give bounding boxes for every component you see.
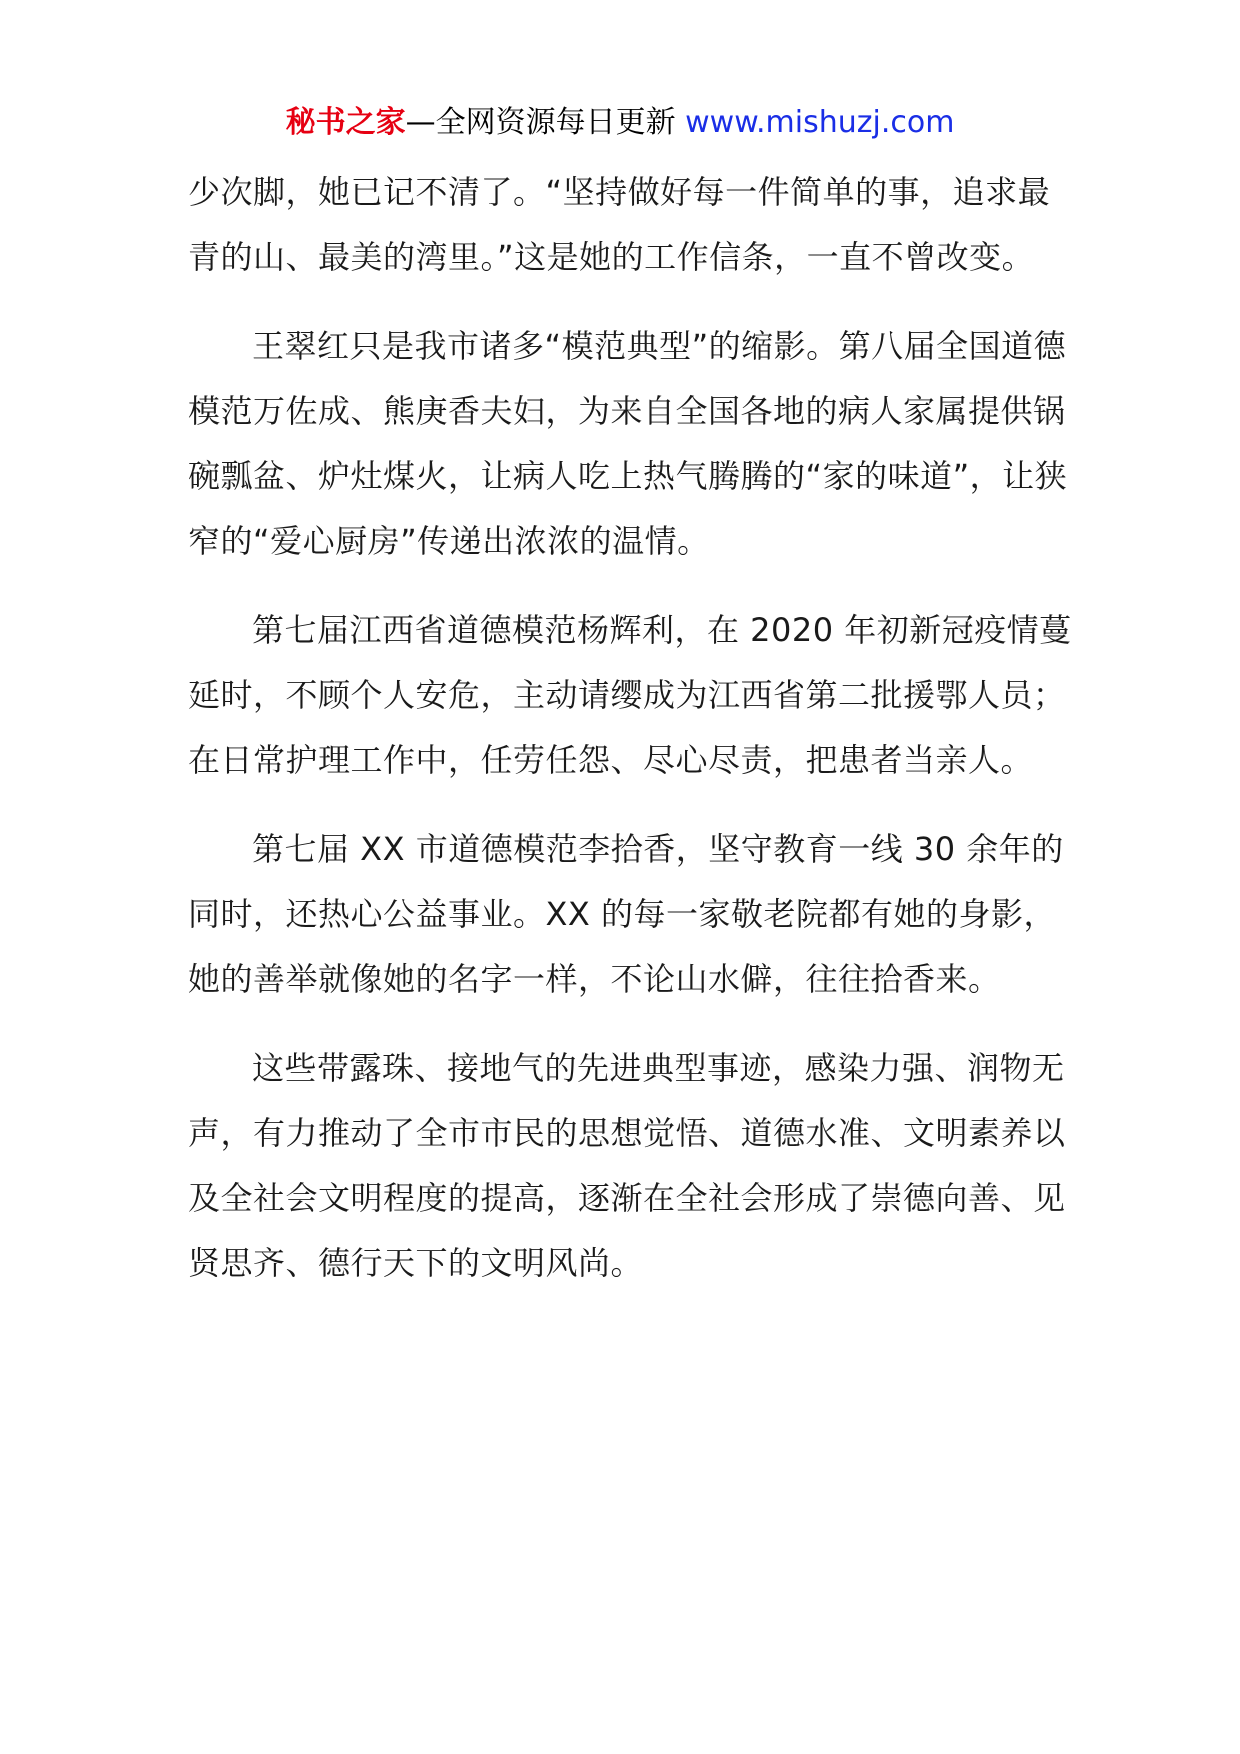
document-body bbox=[188, 160, 1078, 1320]
paragraph: 王翠红只是我市诸多“模范典型”的缩影。第八届全国道德模范万佐成、熊庚香夫妇，为来自全国各地的病人家属提供锅碗瓢盆、炉灶煤火，让病人吃上热气腾腾的“家的味道”，让狭窄的“爱心厨房”传递出浓浓的温情。 bbox=[188, 327, 1068, 560]
paragraph: 第七届江西省道德模范杨辉利，在 2020 年初新冠疫情蔓延时，不顾个人安危，主动请缨成为江西省第二批援鄂人员；在日常护理工作中，任劳任怨、尽心尽责，把患者当亲人。 bbox=[188, 611, 1072, 779]
paragraph-continuation: 少次脚，她已记不清了。“坚持做好每一件简单的事，追求最青的山、最美的湾里。”这是她的工作信条，一直不曾改变。 bbox=[188, 173, 1051, 276]
brand-name: 秘书之家 bbox=[285, 105, 406, 140]
paragraph: 第七届 XX 市道德模范李拾香，坚守教育一线 30 余年的同时，还热心公益事业。XX 的每一家敬老院都有她的身影，她的善举就像她的名字一样，不论山水僻，往往拾香来。 bbox=[188, 830, 1064, 998]
page-header bbox=[0, 103, 1240, 143]
site-url-link[interactable]: www.mishuzj.com bbox=[685, 105, 955, 140]
paragraph: 这些带露珠、接地气的先进典型事迹，感染力强、润物无声，有力推动了全市市民的思想觉悟、道德水准、文明素养以及全社会文明程度的提高，逐渐在全社会形成了崇德向善、见贤思齐、德行天下的文明风尚。 bbox=[188, 1049, 1066, 1282]
header-slogan: —全网资源每日更新 bbox=[405, 105, 686, 140]
